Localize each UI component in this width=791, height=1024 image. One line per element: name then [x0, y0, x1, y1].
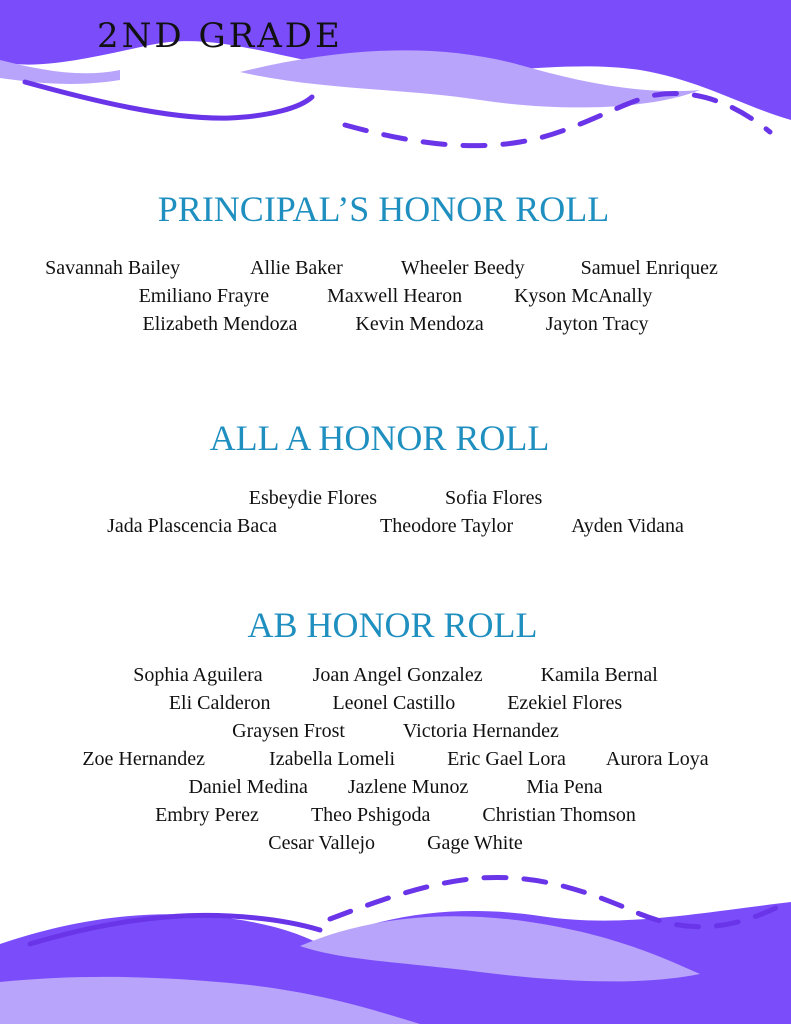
principal-honor-roll-title: PRINCIPAL’S HONOR ROLL — [157, 189, 610, 229]
student-name: Ayden Vidana — [571, 515, 684, 537]
all-a-honor-roll-title: ALL A HONOR ROLL — [209, 418, 550, 458]
student-name: Jada Plascencia Baca — [107, 515, 278, 537]
student-name: Sofia Flores — [445, 487, 543, 509]
names-row — [0, 258, 791, 278]
student-name: Kamila Bernal — [540, 664, 658, 686]
names-row — [0, 777, 791, 797]
student-name: Esbeydie Flores — [248, 487, 378, 509]
student-name: Daniel Medina — [188, 776, 308, 798]
student-name: Ezekiel Flores — [507, 692, 623, 714]
student-name: Christian Thomson — [482, 804, 636, 826]
student-name: Eli Calderon — [168, 692, 271, 714]
student-name: Mia Pena — [526, 776, 603, 798]
names-row — [0, 286, 791, 306]
student-name: Graysen Frost — [232, 720, 345, 742]
student-name: Zoe Hernandez — [82, 748, 206, 770]
student-name: Jayton Tracy — [545, 313, 649, 335]
names-row — [0, 805, 791, 825]
names-row — [0, 314, 791, 334]
student-name: Savannah Bailey — [45, 257, 181, 279]
ab-honor-roll-title: AB HONOR ROLL — [247, 605, 538, 645]
student-name: Theodore Taylor — [380, 515, 514, 537]
names-row — [0, 749, 791, 769]
names-row — [0, 516, 791, 536]
names-row — [0, 488, 791, 508]
student-name: Theo Pshigoda — [310, 804, 431, 826]
student-name: Sophia Aguilera — [133, 664, 263, 686]
student-name: Wheeler Beedy — [400, 257, 525, 279]
student-name: Joan Angel Gonzalez — [312, 664, 483, 686]
student-name: Jazlene Munoz — [347, 776, 469, 798]
names-row — [0, 693, 791, 713]
student-name: Cesar Vallejo — [268, 832, 376, 854]
student-name: Kyson McAnally — [514, 285, 653, 307]
names-row — [0, 833, 791, 853]
student-name: Victoria Hernandez — [402, 720, 559, 742]
student-name: Kevin Mendoza — [355, 313, 484, 335]
student-name: Samuel Enriquez — [580, 257, 718, 279]
student-name: Gage White — [427, 832, 523, 854]
student-name: Embry Perez — [155, 804, 259, 826]
student-name: Aurora Loya — [605, 748, 709, 770]
names-row — [0, 721, 791, 741]
student-name: Allie Baker — [250, 257, 343, 279]
bottom-wave-decoration — [0, 864, 791, 1024]
student-name: Elizabeth Mendoza — [142, 313, 298, 335]
grade-title: 2ND GRADE — [97, 16, 343, 56]
student-name: Maxwell Hearon — [327, 285, 463, 307]
student-name: Izabella Lomeli — [269, 748, 396, 770]
student-name: Eric Gael Lora — [447, 748, 566, 770]
names-row — [0, 665, 791, 685]
student-name: Emiliano Frayre — [138, 285, 270, 307]
student-name: Leonel Castillo — [332, 692, 456, 714]
